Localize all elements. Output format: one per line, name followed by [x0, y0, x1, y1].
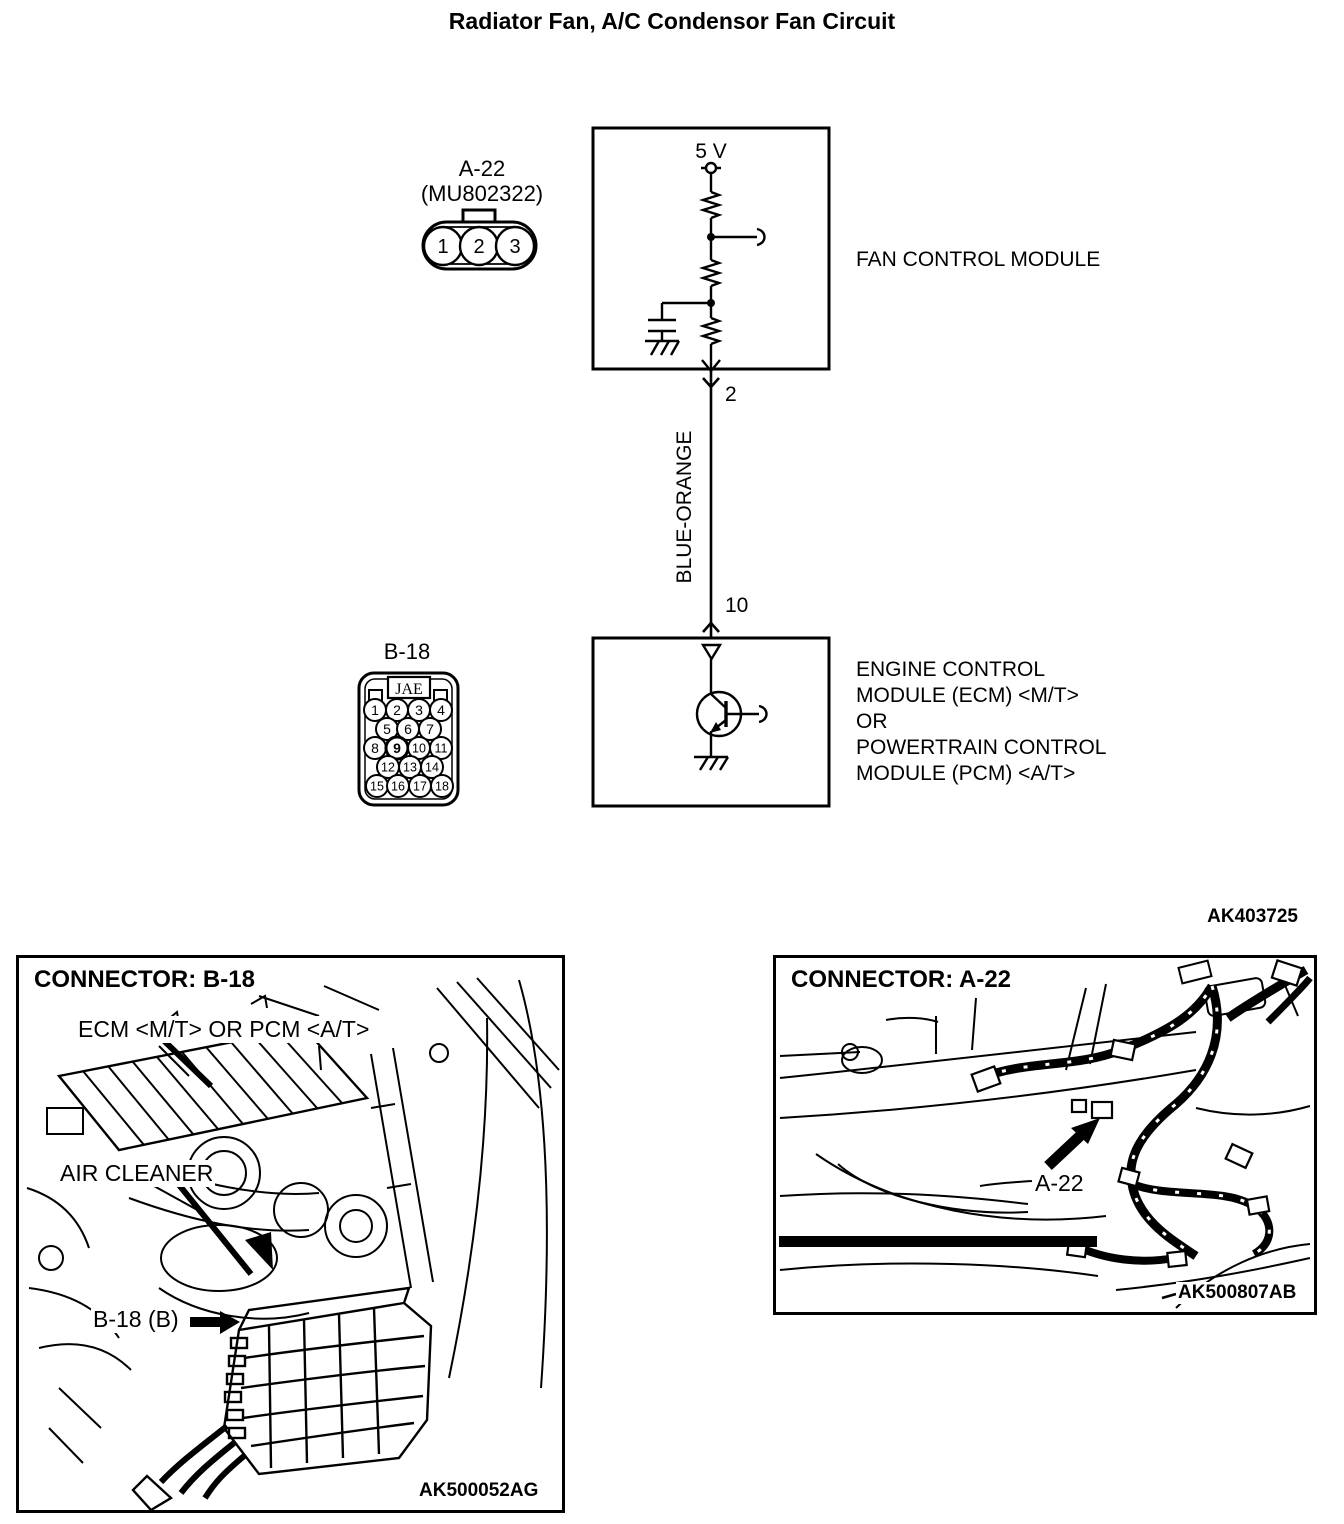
a22-part-number: (MU802322) [420, 181, 544, 206]
pointer-triangle-icon [245, 1232, 273, 1270]
arrow-up-right-icon [1048, 1118, 1100, 1166]
b18-pin-1 [364, 699, 386, 721]
svg-text:1: 1 [437, 236, 449, 258]
ecm-pcm-label: ECM <M/T> OR PCM <A/T> [78, 1016, 370, 1042]
b18-pin-16 [387, 775, 409, 797]
a22-connector-target [1092, 1102, 1112, 1118]
panel-connector-b18 [16, 955, 565, 1513]
b18-name-label: B-18 [383, 639, 431, 664]
b18-pin-18 [431, 775, 453, 797]
connector-a22-schematic [421, 156, 543, 269]
svg-text:2: 2 [473, 236, 485, 258]
svg-text:MODULE (ECM) <M/T>: MODULE (ECM) <M/T> [856, 684, 1079, 707]
svg-text:7: 7 [426, 721, 434, 737]
figure-code-b18: AK500052AG [419, 1480, 539, 1501]
a22-name-label: A-22 [458, 156, 506, 181]
svg-text:17: 17 [413, 779, 427, 794]
figure-code-a22: AK500807AB [1178, 1282, 1297, 1303]
svg-text:4: 4 [437, 702, 445, 718]
a22-location-label: A-22 [1035, 1170, 1084, 1196]
a22-pin-2 [460, 227, 498, 265]
terminal-icon [706, 163, 716, 173]
ecm-pin-number: 10 [725, 594, 749, 617]
panel-a22-header: CONNECTOR: A-22 [788, 966, 1014, 994]
svg-text:11: 11 [434, 741, 448, 756]
svg-text:15: 15 [370, 779, 384, 794]
b18-maker-label: JAE [395, 681, 423, 698]
svg-text:14: 14 [425, 760, 439, 775]
svg-text:OR: OR [856, 710, 888, 733]
fan-control-module-box [593, 128, 829, 371]
svg-text:8: 8 [371, 740, 379, 756]
wire-color-label: BLUE-ORANGE [673, 430, 696, 584]
svg-text:3: 3 [415, 702, 423, 718]
svg-text:16: 16 [391, 779, 405, 794]
arrow-right-icon [190, 1311, 240, 1334]
b18-b-label: B-18 (B) [93, 1306, 179, 1332]
b18-pin-8 [364, 737, 386, 759]
page-title: Radiator Fan, A/C Condensor Fan Circuit [448, 8, 896, 34]
air-cleaner-label: AIR CLEANER [60, 1160, 214, 1186]
figure-code-main: AK403725 [1207, 906, 1298, 927]
svg-text:10: 10 [412, 741, 426, 756]
connector-b18-schematic [359, 639, 458, 805]
signal-wire [703, 369, 719, 638]
svg-text:ENGINE CONTROL: ENGINE CONTROL [856, 658, 1046, 681]
panel-connector-a22 [773, 955, 1317, 1315]
fan-module-pin-number: 2 [725, 383, 737, 406]
svg-text:13: 13 [403, 760, 417, 775]
ecm-label [856, 658, 1106, 785]
b18-pin-15 [366, 775, 388, 797]
front-end-line-art [776, 958, 1314, 1312]
a22-pin-3 [496, 227, 534, 265]
ecm-box [593, 638, 829, 806]
panel-b18-header: CONNECTOR: B-18 [31, 966, 258, 994]
a22-pin-1 [424, 227, 462, 265]
fan-module-label: FAN CONTROL MODULE [856, 248, 1101, 271]
svg-text:1: 1 [371, 702, 379, 718]
svg-text:5: 5 [383, 721, 391, 737]
svg-text:12: 12 [381, 760, 395, 775]
supply-voltage-label: 5 V [695, 140, 727, 163]
svg-text:MODULE (PCM) <A/T>: MODULE (PCM) <A/T> [856, 762, 1076, 785]
svg-text:6: 6 [404, 721, 412, 737]
svg-text:18: 18 [435, 779, 449, 794]
svg-text:9: 9 [393, 740, 401, 756]
svg-text:2: 2 [393, 702, 401, 718]
bumper-bar [779, 1236, 1097, 1247]
svg-text:3: 3 [509, 236, 521, 258]
svg-text:POWERTRAIN CONTROL: POWERTRAIN CONTROL [856, 736, 1107, 759]
b18-pin-17 [409, 775, 431, 797]
